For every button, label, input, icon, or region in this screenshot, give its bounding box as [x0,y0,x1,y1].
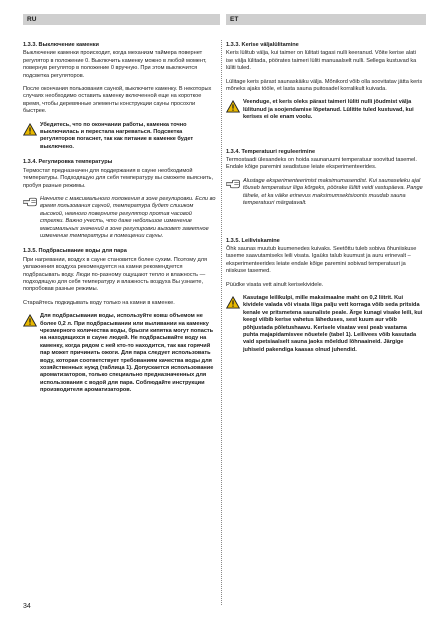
section-title: 1.3.3. Выключение каменки [23,42,99,48]
warning-text: Для подбрасывания воды, используйте ковш объемом не более 0,2 л. При подбрасывании или выливании на каменку чрезмерного количества воды, брызги кипятка могут попасть на находящихся в сауне людей. Не подбрасывайте воду на каменку, когда рядом с ней кто-то находится, так как горячий пар может причинить ожоги. Для пара следует использовать воду, которая соответствует требованиям качества воды для хозяйственных нужд (таблица 1). Допускается использование ароматизаторов, только специально предназначенных для использования с водой для пара. Соблюдайте инструкции производителя ароматизаторов. [40,313,214,394]
section-temperature-et [226,149,423,208]
paragraph: После окончания пользования сауной, выключите каменку. В некоторых случаях необходимо оставить каменку включенной еще на короткое время, чтобы деревянные элементы конструкции сауны просохли быстрее. [23,86,212,115]
note-block [23,196,217,240]
section-steam-et [226,238,423,355]
paragraph: Õhk saunas muutub kuumenedes kuivaks. Seetõttu tuleb sobiva õhuniiskuse taseme saavutamiseks leili visata. Igaüks talub kuumust ja auru erinevalt – eksperimenteerides leiate endale kõige paremini sobivad temperatuuri ja niiskuse tasemed. [226,245,417,275]
warning-icon [23,123,37,136]
paragraph: Термостат предназначен для поддержания в сауне необходимой температуры. Подходящую для себя температуру вы сможете выяснить, пробуя разные режимы. [23,167,213,189]
section-title: 1.3.5. Подбрасывание воды для пара [23,248,127,255]
pointing-hand-icon [226,179,240,189]
warning-icon [23,314,37,327]
warning-block [23,122,217,152]
language-tag-et: ET [226,14,426,25]
section-temperature-ru [23,159,217,240]
paragraph: Keris lülitub välja, kui taimer on lülitati tagasi nulli keeranud. Võite kerise alati ise välja lülitada, pöörates taimeri lüliti manuaalselt nulli. Sellega kustuvad ka lüliti tuled. [226,50,417,72]
warning-block [23,313,217,394]
warning-icon [226,296,240,309]
warning-block [226,99,423,121]
column-divider [221,40,222,605]
note-text: Alustage eksperimenteerimist maksimumasendist. Kui saunaseleku ajal tõuseb temperatuur liiga kõrgeks, pöörake lülitit veidi vastupäeva. Pange tähele, et ka väike erinevus maksimumsektsioonis muudab sauna temperatuuri märgatavalt. [243,177,423,207]
warning-block [226,295,423,354]
paragraph: Старайтесь подкидывать воду только на камни в каменке. [23,299,175,306]
warning-text: Kasutage leilikulpi, mille maksimaalne maht on 0,2 liitrit. Kui kividele valada või visata liiga palju vett korraga võib seda pritsida kenale ve pritsmetena saunaliste peale. Ärge kunagi visake leili, kui keegi viibib kerise vahetus läheduses, sest kuum aur võib põhjustada põletushaavu. Kerisele visatav vesi peab vastama puhta majapidamisvee nõuetele (tabel 1). Leilivees võib kasutada vaid spetsiaalselt sauna jaoks mõeldud lõhnaaineid. Järgige juhiseid pakendiga kaasas olnud juhendid. [243,294,423,353]
warning-icon [226,100,240,113]
paragraph: Lülitage keris pärast saunaskäiku välja. Mõnikord võib olla soovitatav jätta keris mõneks ajaks tööle, et lasta sauna puitosadel korralikult kuivada. [226,78,423,93]
section-heater-off-ru [23,42,217,151]
paragraph: Выключение каменки происходит, когда механизм таймера повернет регулятор в положение 0. Выключить каменку можно в любой момент, повернув регулятор в положение 0 вручную. При этом выключится подсветка регуляторов. [23,50,207,79]
section-heater-off-et [226,42,423,122]
pointing-hand-icon [23,197,37,207]
warning-text: Veenduge, et keris oleks pärast taimeri lüliti nulli jõudmist välja lülitunud ja soojendamise lõpetanud. Lülitite tuled kustuvad, kui kerises ei ole enam voolu. [243,99,414,121]
paragraph: При нагревании, воздух в сауне становится более сухим. Поэтому для увлажнения воздуха рекомендуется на камни рекомендуется подбрасывать воду. Люди по-разному ощущают тепло и влажность — подходящую для себя температуру и влажность воздуха Вы узнаете, попробовав разные режимы. [23,256,208,293]
section-title: 1.3.4. Регулировка температуры [23,159,113,166]
column-estonian [226,42,423,362]
section-title: 1.3.3. Kerise väljalülitamine [226,42,299,48]
section-title: 1.3.4. Temperatuuri reguleerimine [226,148,316,155]
note-text: Начните с максимального положения в зоне регулировки. Если во время пользования сауной, температура будет слишком высокой, немного поверните регулятор против часовой стрелки. Важно учесть, что даже небольшое изменение максимальных значений в зоне регулировки вызовет заметное изменение температуры в помещении сауны. [40,195,216,239]
warning-text: Убедитесь, что по окончании работы, каменка точно выключилась и перестала нагреваться. Подсветка регуляторов погаснет, так как питание в каменке будет выключено. [40,121,194,150]
section-title: 1.3.5. Leiliviskamine [226,237,280,244]
paragraph: Termostaadi ülesandeks on hoida saunaruumi temperatuur soovitud tasemel. Endale kõige paremini seadistuse leiate eksperimenteerides. [226,157,417,171]
column-russian [23,42,217,403]
section-steam-ru [23,248,217,394]
note-block [226,178,423,208]
language-tag-ru: RU [23,14,220,25]
paragraph: Püüdke visata vett ainult kerisekividele. [226,281,324,288]
page-number: 34 [23,603,31,610]
